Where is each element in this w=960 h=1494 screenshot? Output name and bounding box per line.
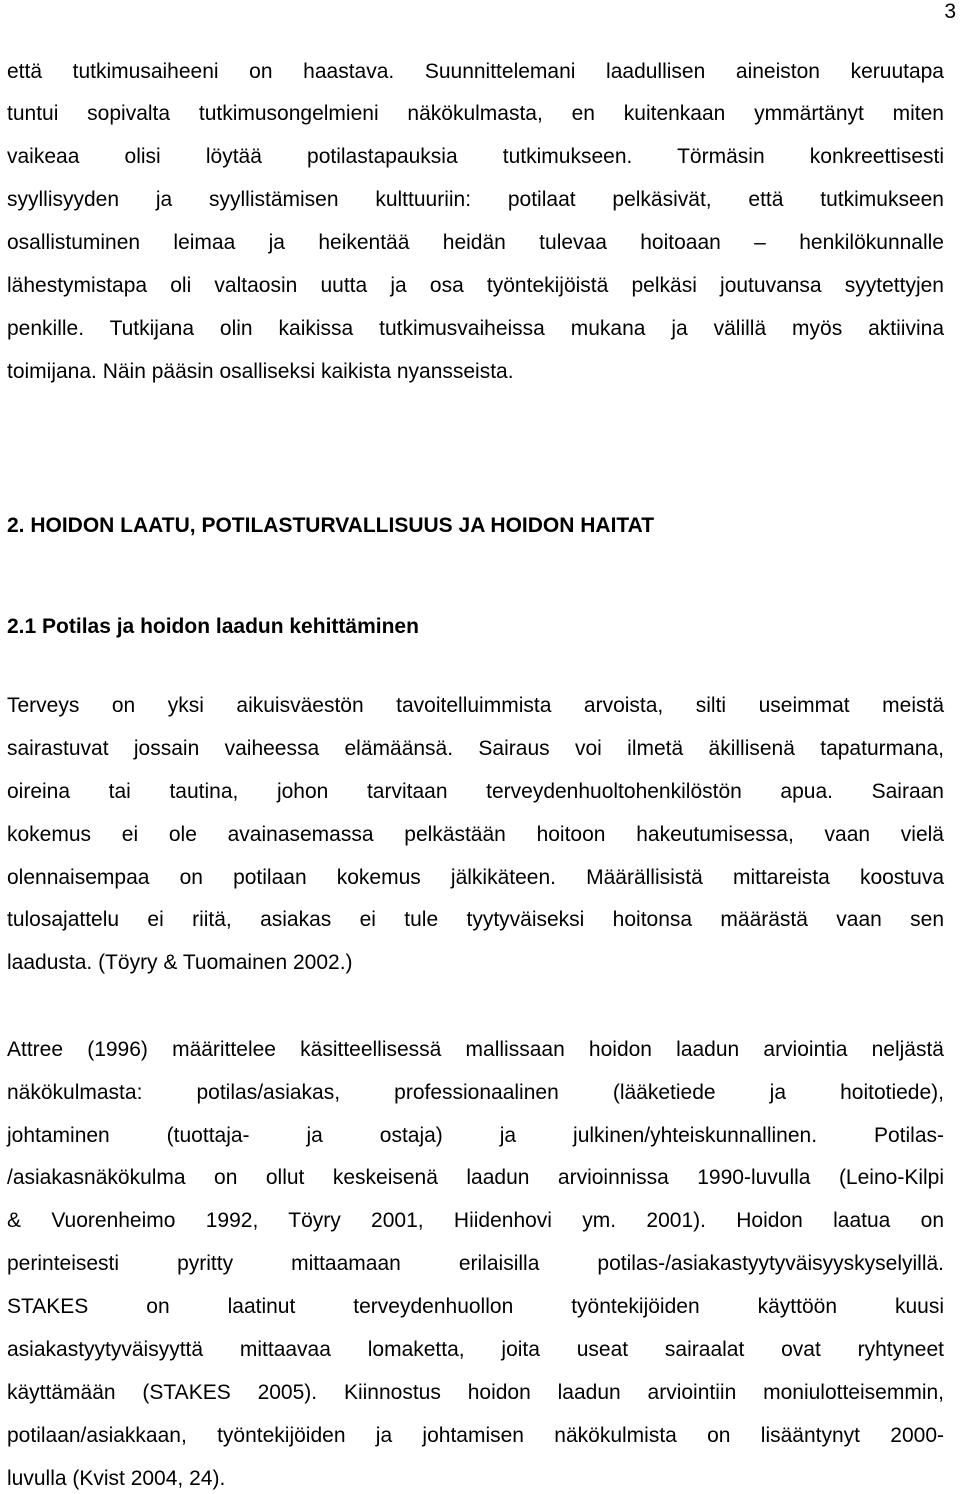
text-line: luvulla (Kvist 2004, 24). <box>7 1467 226 1490</box>
text-line: kokemus ei ole avainasemassa pelkästään hoitoon hakeutumisessa, vaan vielä <box>7 823 944 846</box>
page-number: 3 <box>944 0 956 23</box>
text-line: käyttämään (STAKES 2005). Kiinnostus hoidon laadun arviointiin moniulotteisemmin, <box>7 1381 944 1404</box>
text-line: lähestymistapa oli valtaosin uutta ja osa työntekijöistä pelkäsi joutuvansa syytettyjen <box>7 274 944 297</box>
text-line: perinteisesti pyritty mittaamaan erilaisilla potilas-/asiakastyytyväisyyskyselyillä. <box>7 1252 944 1275</box>
text-line: tuntui sopivalta tutkimusongelmieni näkökulmasta, en kuitenkaan ymmärtänyt miten <box>7 102 944 125</box>
text-line: johtaminen (tuottaja- ja ostaja) ja julkinen/yhteiskunnallinen. Potilas- <box>7 1124 944 1147</box>
text-line: asiakastyytyväisyyttä mittaavaa lomaketta, joita useat sairaalat ovat ryhtyneet <box>7 1338 944 1361</box>
text-line: & Vuorenheimo 1992, Töyry 2001, Hiidenhovi ym. 2001). Hoidon laatua on <box>7 1209 944 1232</box>
text-line: syyllisyyden ja syyllistämisen kulttuuriin: potilaat pelkäsivät, että tutkimukseen <box>7 188 944 211</box>
text-line: toimijana. Näin pääsin osalliseksi kaikista nyansseista. <box>7 360 514 383</box>
text-line: Attree (1996) määrittelee käsitteellisessä mallissaan hoidon laadun arviointia neljästä <box>7 1038 944 1061</box>
text-line: laadusta. (Töyry & Tuomainen 2002.) <box>7 951 353 974</box>
text-line: olennaisempaa on potilaan kokemus jälkikäteen. Määrällisistä mittareista koostuva <box>7 866 944 889</box>
text-line: sairastuvat jossain vaiheessa elämäänsä. Sairaus voi ilmetä äkillisenä tapaturmana, <box>7 737 944 760</box>
text-line: osallistuminen leimaa ja heikentää heidän tulevaa hoitoaan – henkilökunnalle <box>7 231 944 254</box>
chapter-heading: 2. HOIDON LAATU, POTILASTURVALLISUUS JA HOIDON HAITAT <box>7 514 655 537</box>
text-line: STAKES on laatinut terveydenhuollon työntekijöiden käyttöön kuusi <box>7 1295 944 1318</box>
text-line: oireina tai tautina, johon tarvitaan terveydenhuoltohenkilöstön apua. Sairaan <box>7 780 944 803</box>
text-line: /asiakasnäkökulma on ollut keskeisenä laadun arvioinnissa 1990-luvulla (Leino-Kilpi <box>7 1166 944 1189</box>
text-line: että tutkimusaiheeni on haastava. Suunnittelemani laadullisen aineiston keruutapa <box>7 60 944 83</box>
text-line: penkille. Tutkijana olin kaikissa tutkimusvaiheissa mukana ja välillä myös aktiivina <box>7 317 944 340</box>
section-heading: 2.1 Potilas ja hoidon laadun kehittäminen <box>7 615 419 638</box>
text-line: näkökulmasta: potilas/asiakas, professionaalinen (lääketiede ja hoitotiede), <box>7 1081 944 1104</box>
text-line: tulosajattelu ei riitä, asiakas ei tule tyytyväiseksi hoitonsa määrästä vaan sen <box>7 908 944 931</box>
text-line: vaikeaa olisi löytää potilastapauksia tutkimukseen. Törmäsin konkreettisesti <box>7 145 944 168</box>
text-line: potilaan/asiakkaan, työntekijöiden ja johtamisen näkökulmista on lisääntynyt 2000- <box>7 1424 944 1447</box>
text-line: Terveys on yksi aikuisväestön tavoitelluimmista arvoista, silti useimmat meistä <box>7 694 944 717</box>
